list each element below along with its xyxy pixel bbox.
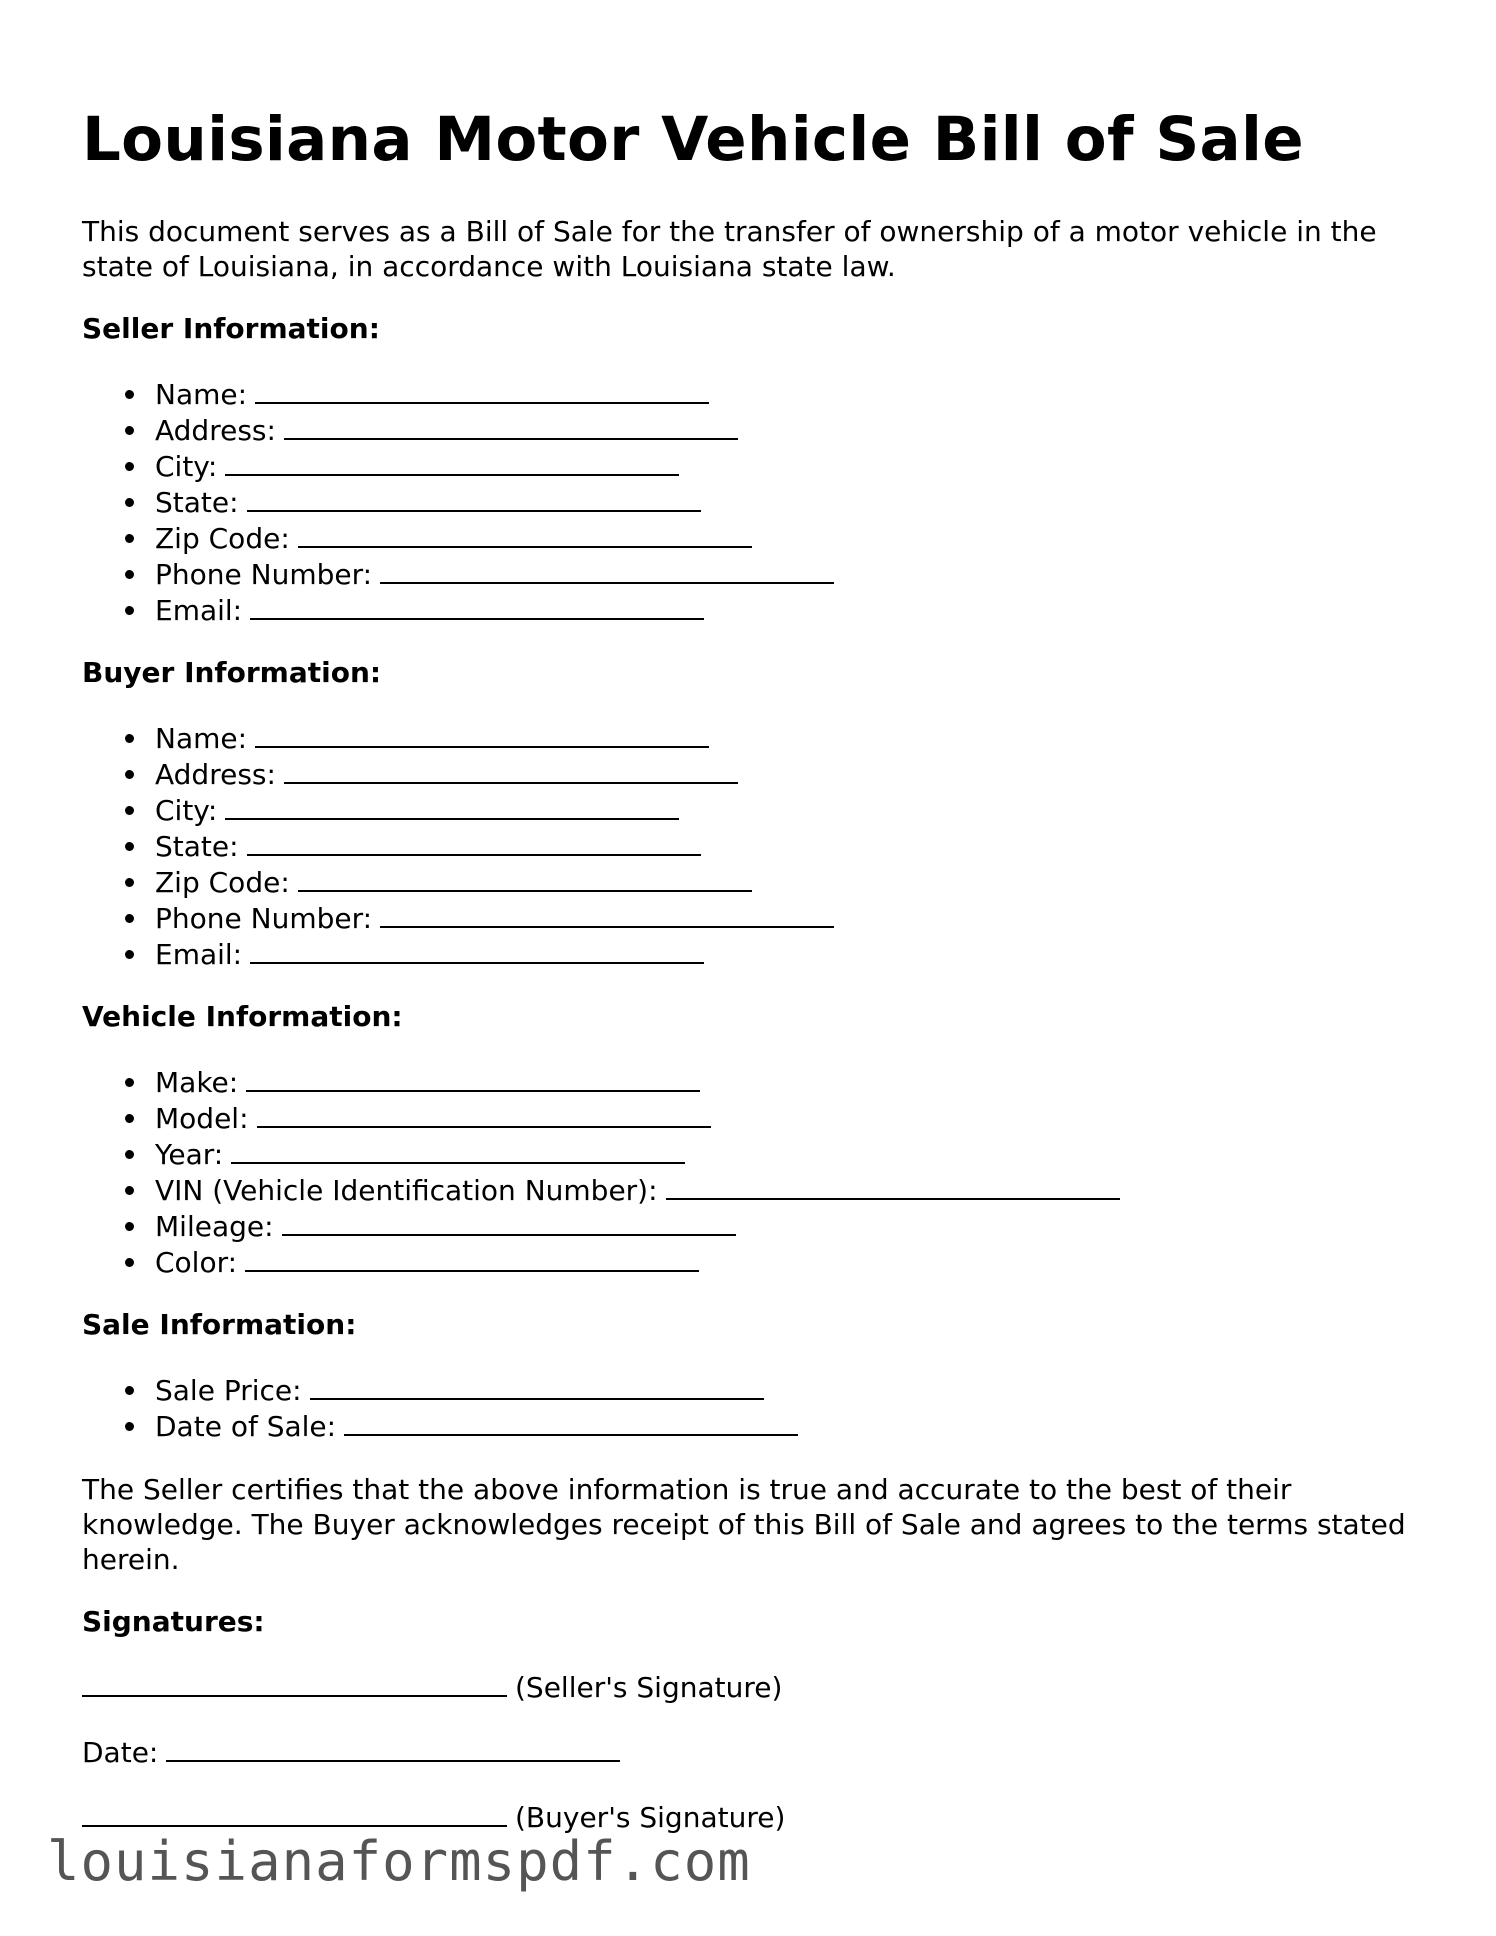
- buyer-heading: Buyer Information:: [82, 656, 382, 689]
- seller-name-blank: [255, 376, 709, 404]
- signatures-heading: Signatures:: [82, 1605, 265, 1638]
- field-label: Address:: [155, 414, 276, 447]
- signature-date-blank: [166, 1734, 620, 1762]
- field-label: Name:: [155, 722, 248, 755]
- vehicle-color-blank: [245, 1244, 699, 1272]
- seller-state-blank: [247, 484, 701, 512]
- field-label: Address:: [155, 758, 276, 791]
- seller-phone-blank: [380, 556, 834, 584]
- buyer-name-blank: [255, 720, 709, 748]
- field-label: Email:: [155, 938, 243, 971]
- field-label: Phone Number:: [155, 558, 373, 591]
- page-title: Louisiana Motor Vehicle Bill of Sale: [82, 104, 1304, 175]
- field-label: State:: [155, 486, 239, 519]
- buyer-email-blank: [250, 936, 704, 964]
- vehicle-heading: Vehicle Information:: [82, 1000, 403, 1033]
- buyer-signature-label: (Buyer's Signature): [515, 1801, 786, 1834]
- vehicle-mileage-field: [155, 1208, 1422, 1244]
- buyer-state-blank: [247, 828, 701, 856]
- field-label: Model:: [155, 1102, 249, 1135]
- buyer-field-list: [82, 720, 1422, 972]
- vehicle-year-blank: [231, 1136, 685, 1164]
- vehicle-make-field: [155, 1064, 1422, 1100]
- sale-field-list: [82, 1372, 1422, 1444]
- field-label: Email:: [155, 594, 243, 627]
- vehicle-color-field: [155, 1244, 1422, 1280]
- vehicle-vin-blank: [666, 1172, 1120, 1200]
- vehicle-year-field: [155, 1136, 1422, 1172]
- seller-state-field: [155, 484, 1422, 520]
- seller-city-blank: [225, 448, 679, 476]
- buyer-signature-blank: [82, 1799, 507, 1827]
- seller-signature-line: [82, 1669, 1422, 1705]
- vehicle-vin-field: [155, 1172, 1422, 1208]
- site-watermark: louisianaformspdf.com: [47, 1830, 751, 1893]
- seller-address-blank: [284, 412, 738, 440]
- buyer-email-field: [155, 936, 1422, 972]
- field-label: State:: [155, 830, 239, 863]
- seller-zip-field: [155, 520, 1422, 556]
- vehicle-field-list: [82, 1064, 1422, 1280]
- seller-signature-blank: [82, 1669, 507, 1697]
- certification-paragraph: The Seller certifies that the above information is true and accurate to the best of their knowledge. The Buyer acknowledges receipt of this Bill of Sale and agrees to the terms stated herein.: [82, 1473, 1406, 1576]
- buyer-name-field: [155, 720, 1422, 756]
- field-label: Color:: [155, 1246, 238, 1279]
- signature-date-line: [82, 1734, 1422, 1770]
- intro-paragraph: This document serves as a Bill of Sale for the transfer of ownership of a motor vehicle in the state of Louisiana, in accordance with Louisiana state law.: [82, 215, 1377, 283]
- buyer-city-field: [155, 792, 1422, 828]
- vehicle-make-blank: [246, 1064, 700, 1092]
- seller-city-field: [155, 448, 1422, 484]
- vehicle-mileage-blank: [282, 1208, 736, 1236]
- field-label: Mileage:: [155, 1210, 274, 1243]
- seller-phone-field: [155, 556, 1422, 592]
- sale-price-blank: [310, 1372, 764, 1400]
- seller-heading: Seller Information:: [82, 312, 380, 345]
- buyer-address-blank: [284, 756, 738, 784]
- seller-zip-blank: [298, 520, 752, 548]
- vehicle-model-field: [155, 1100, 1422, 1136]
- field-label: Zip Code:: [155, 866, 290, 899]
- field-label: Sale Price:: [155, 1374, 302, 1407]
- field-label: Date of Sale:: [155, 1410, 337, 1443]
- field-label: City:: [155, 450, 218, 483]
- bill-of-sale-document: [82, 100, 1422, 1864]
- field-label: Phone Number:: [155, 902, 373, 935]
- vehicle-model-blank: [257, 1100, 711, 1128]
- field-label: Name:: [155, 378, 248, 411]
- buyer-phone-field: [155, 900, 1422, 936]
- field-label: Year:: [155, 1138, 224, 1171]
- seller-signature-label: (Seller's Signature): [515, 1671, 783, 1704]
- signature-date-label: Date:: [82, 1736, 159, 1769]
- field-label: VIN (Vehicle Identification Number):: [155, 1174, 658, 1207]
- sale-date-field: [155, 1408, 1422, 1444]
- buyer-zip-field: [155, 864, 1422, 900]
- seller-address-field: [155, 412, 1422, 448]
- buyer-phone-blank: [380, 900, 834, 928]
- seller-email-blank: [250, 592, 704, 620]
- buyer-state-field: [155, 828, 1422, 864]
- field-label: Zip Code:: [155, 522, 290, 555]
- seller-name-field: [155, 376, 1422, 412]
- sale-price-field: [155, 1372, 1422, 1408]
- seller-email-field: [155, 592, 1422, 628]
- sale-date-blank: [344, 1408, 798, 1436]
- sale-heading: Sale Information:: [82, 1308, 357, 1341]
- field-label: Make:: [155, 1066, 239, 1099]
- seller-field-list: [82, 376, 1422, 628]
- buyer-zip-blank: [298, 864, 752, 892]
- buyer-address-field: [155, 756, 1422, 792]
- field-label: City:: [155, 794, 218, 827]
- buyer-city-blank: [225, 792, 679, 820]
